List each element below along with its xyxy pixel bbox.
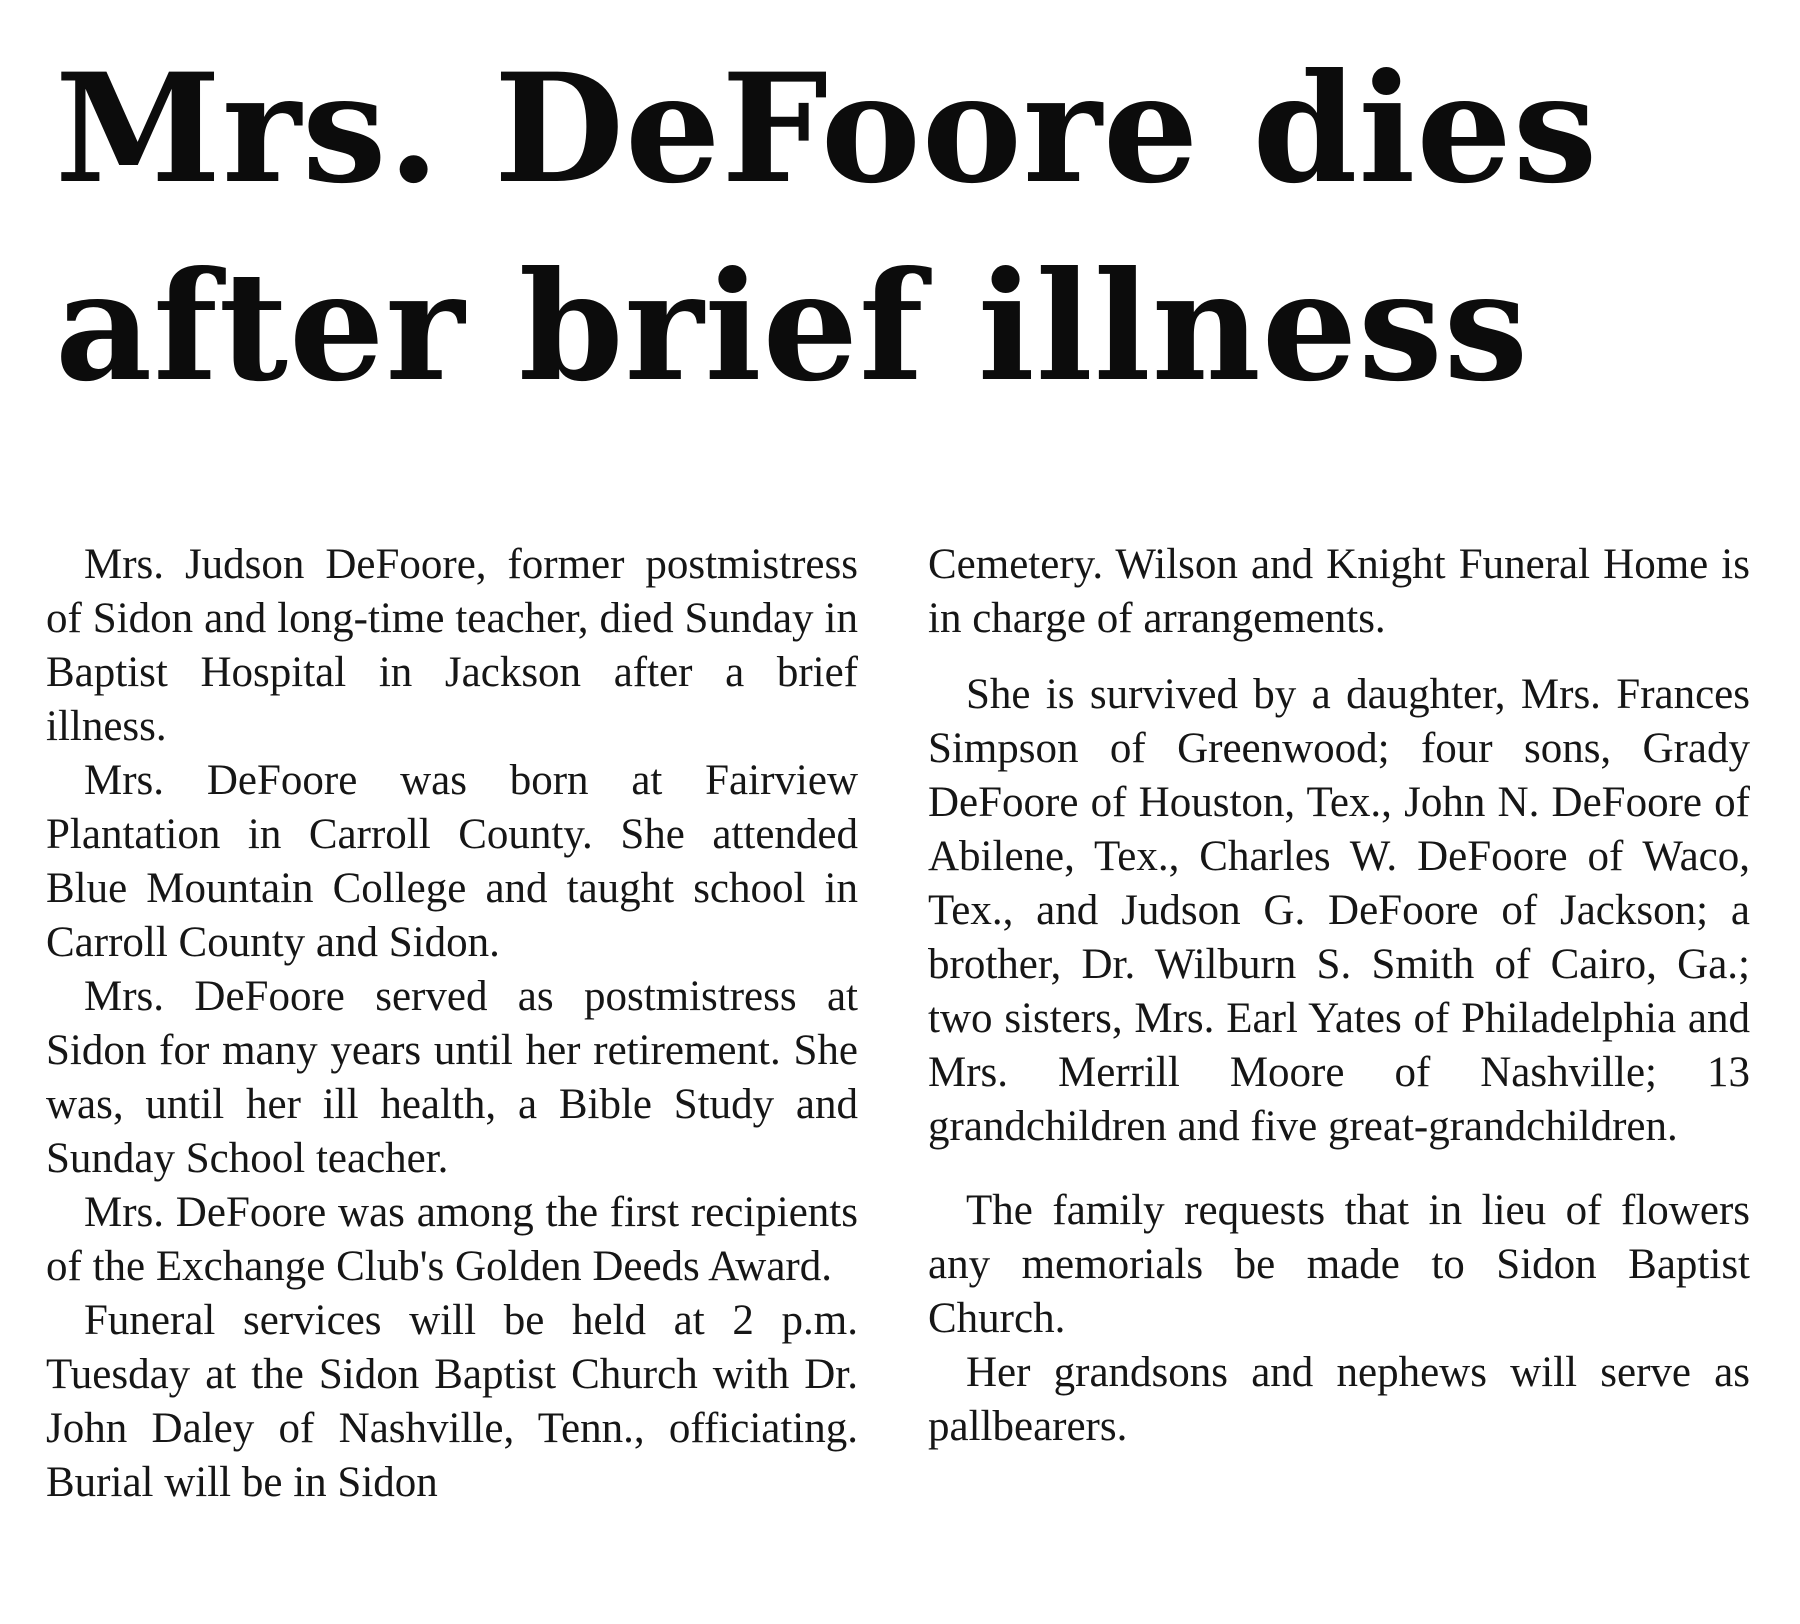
paragraph-intro: Mrs. Judson DeFoore, former postmistress of Sidon and long-time teacher, died Sunday in Baptist Hospital in Jackson after a brief illness. [46, 541, 858, 750]
headline-line-2: after brief illness [55, 239, 1530, 415]
paragraph-memorials: The family requests that in lieu of flowers any memorials be made to Sidon Baptist Church. [928, 1187, 1750, 1342]
paragraph-postmistress: Mrs. DeFoore served as postmistress at Sidon for many years until her retirement. She was, until her ill health, a Bible Study and Sunday School teacher. [46, 973, 858, 1182]
paragraph-pallbearers: Her grandsons and nephews will serve as pallbearers. [928, 1349, 1750, 1450]
paragraph-funeral: Funeral services will be held at 2 p.m. Tuesday at the Sidon Baptist Church with Dr. John Daley of Nashville, Tenn., officiating. Burial will be in Sidon [46, 1297, 858, 1506]
paragraph-award: Mrs. DeFoore was among the first recipients of the Exchange Club's Golden Deeds Award. [46, 1189, 858, 1290]
headline [55, 30, 1755, 426]
paragraph-birth: Mrs. DeFoore was born at Fairview Plantation in Carroll County. She attended Blue Mountain College and taught school in Carroll County and Sidon. [46, 757, 858, 966]
paragraph-cemetery: Cemetery. Wilson and Knight Funeral Home is in charge of arrangements. [928, 541, 1750, 642]
left-column [46, 538, 858, 1510]
right-column [928, 538, 1750, 1454]
headline-line-1: Mrs. DeFoore dies [55, 41, 1599, 217]
paragraph-survivors: She is survived by a daughter, Mrs. Frances Simpson of Greenwood; four sons, Grady DeFoore of Houston, Tex., John N. DeFoore of Abilene, Tex., Charles W. DeFoore of Waco, Tex., and Judson G. DeFoore of Jackson; a brother, Dr. Wilburn S. Smith of Cairo, Ga.; two sisters, Mrs. Earl Yates of Philadelphia and Mrs. Merrill Moore of Nashville; 13 grandchildren and five great-grandchildren. [928, 671, 1750, 1150]
